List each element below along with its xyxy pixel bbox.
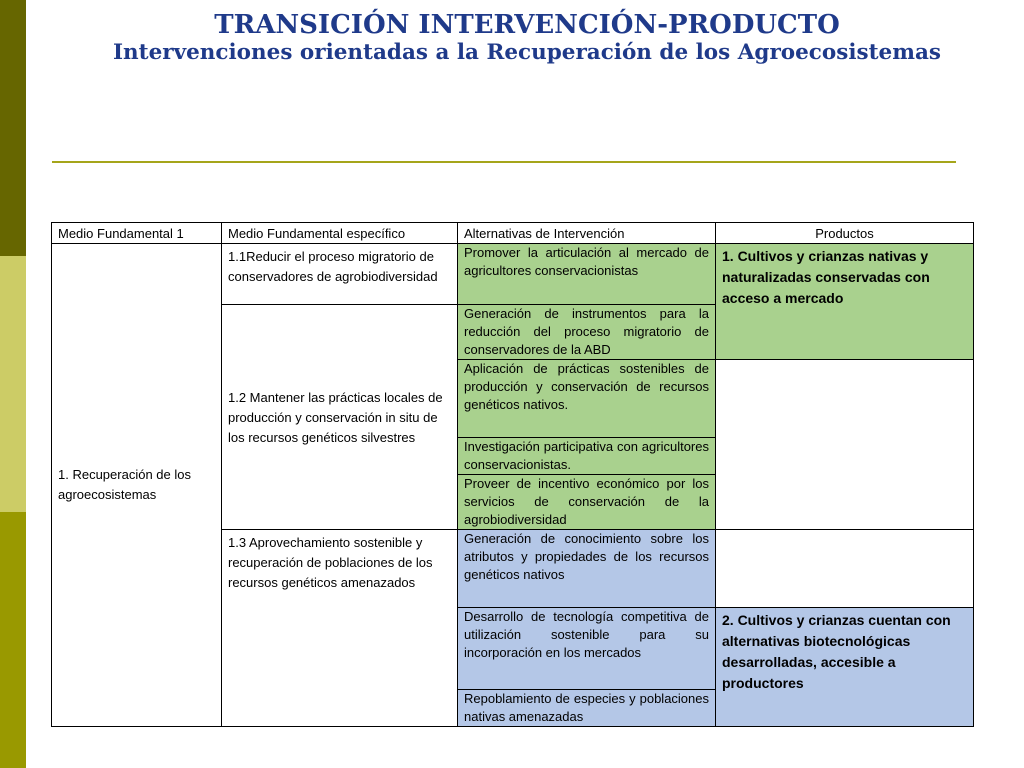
header-medio-fundamental: Medio Fundamental 1 — [52, 223, 222, 244]
header-medio-especifico: Medio Fundamental específico — [222, 223, 458, 244]
especifico-cell-1: 1.1Reducir el proceso migratorio de conservadores de agrobiodiversidad — [222, 244, 458, 305]
header-productos: Productos — [716, 223, 974, 244]
alternativa-cell-2: Generación de instrumentos para la reducción del proceso migratorio de conservadores de la ABD — [458, 305, 716, 360]
alternativa-cell-4: Investigación participativa con agricultores conservacionistas. — [458, 438, 716, 475]
side-stripe-dark — [0, 0, 26, 256]
alternativa-cell-7: Desarrollo de tecnología competitiva de utilización sostenible para su incorporación en los mercados — [458, 608, 716, 690]
side-stripe-olive — [0, 512, 26, 768]
especifico-cell-2: 1.2 Mantener las prácticas locales de producción y conservación in situ de los recursos genéticos silvestres — [222, 305, 458, 530]
producto-empty-cell-1 — [716, 360, 974, 530]
slide-title: TRANSICIÓN INTERVENCIÓN-PRODUCTO — [214, 10, 840, 40]
producto-cell-1: 1. Cultivos y crianzas nativas y naturalizadas conservadas con acceso a mercado — [716, 244, 974, 360]
alternativa-cell-6: Generación de conocimiento sobre los atributos y propiedades de los recursos genéticos nativos — [458, 530, 716, 608]
table-row — [52, 244, 974, 305]
title-divider — [52, 161, 956, 163]
table-header-row — [52, 223, 974, 244]
especifico-cell-3: 1.3 Aprovechamiento sostenible y recuperación de poblaciones de los recursos genéticos amenazados — [222, 530, 458, 727]
producto-cell-2: 2. Cultivos y crianzas cuentan con alternativas biotecnológicas desarrolladas, accesible a productores — [716, 608, 974, 727]
alternativa-cell-8: Repoblamiento de especies y poblaciones nativas amenazadas — [458, 690, 716, 727]
intervention-product-table — [51, 222, 974, 727]
alternativa-cell-3: Aplicación de prácticas sostenibles de producción y conservación de recursos genéticos nativos. — [458, 360, 716, 438]
slide-subtitle: Intervenciones orientadas a la Recuperación de los Agroecosistemas — [112, 40, 941, 65]
alternativa-cell-1: Promover la articulación al mercado de agricultores conservacionistas — [458, 244, 716, 305]
side-stripe-light — [0, 256, 26, 512]
header-alternativas: Alternativas de Intervención — [458, 223, 716, 244]
producto-empty-cell-2 — [716, 530, 974, 608]
title-block — [40, 10, 1014, 66]
medio-fundamental-cell: 1. Recuperación de los agroecosistemas — [52, 244, 222, 727]
alternativa-cell-5: Proveer de incentivo económico por los servicios de conservación de la agrobiodiversidad — [458, 475, 716, 530]
